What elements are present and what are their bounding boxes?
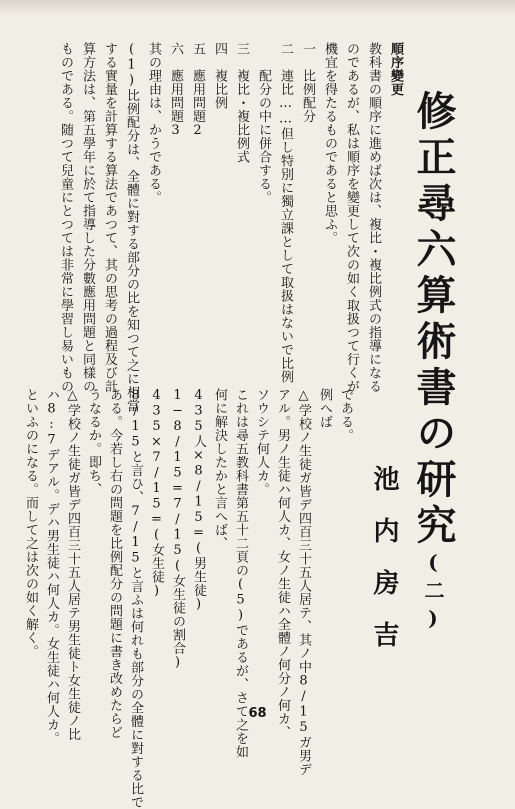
right-col-lines-line: する實量を計算する算法であつて、其の思考の過程及び計: [102, 42, 117, 393]
scan-edge: [0, 0, 515, 16]
left-col-lines-line: ハ8:7デアル。デハ男生徒ハ何人カ。女生徒ハ何人カ。: [44, 388, 59, 745]
right-col-lines-line: 其の理由は、かうである。: [146, 42, 161, 204]
article-title-text: 修正尋六算術書の研究: [410, 90, 457, 550]
left-col-lines-line: ソウシテ何人カ。: [254, 388, 269, 496]
left-col-lines-line: うなるか。即ち、: [86, 388, 101, 496]
left-col-lines-line: 1−8/15=7/15(女生徒の割合): [170, 388, 185, 671]
right-col-lines-line: 算方法は、第五學年に於て指導した分數應用問題と同樣の: [80, 42, 95, 393]
left-col-lines-line: 何に解決したかと言へば、: [212, 388, 227, 550]
right-col-lines-line: のであるが、私は順序を變更して次の如く取扱つて行くが: [344, 42, 359, 393]
left-col-lines-line: である。: [338, 388, 353, 442]
left-col-lines-line: アル。男ノ生徒ハ何人カ、女ノ生徒ハ全體ノ何分ノ何カ、: [275, 388, 290, 739]
right-col-lines-line: 四 複比例: [212, 42, 227, 110]
left-col-lines-line: ある。今若し右の問題を比例配分の問題に書き改めたらど: [107, 388, 122, 739]
right-col-lines-line: (1)比例配分は、全體に對する部分の比を知つて之に相當: [124, 42, 139, 413]
right-col-lines-line: 順序變更: [388, 42, 403, 96]
author-name: 池内房吉: [369, 465, 399, 673]
right-col-lines-line: 教科書の順序に進めば次は、複比・複比例式の指導になる: [366, 42, 381, 393]
left-col-lines-line: といふのになる。而して之は次の如く解く。: [23, 388, 38, 658]
left-col-lines-line: △学校ノ生徒ガ皆デ四百三十五人居テ、其ノ中8/15ガ男デ: [296, 388, 311, 776]
right-col-lines-line: 一 比例配分: [300, 42, 315, 123]
left-col-lines-line: 435×7/15=(女生徒): [149, 388, 164, 599]
left-col-lines-line: 8/15と言ひ、7/15と言ふは何れも部分の全體に對する比で: [128, 388, 143, 809]
article-title: [410, 90, 456, 636]
article-title-part: (二): [421, 550, 445, 636]
left-col-lines-line: 例へば: [317, 388, 332, 429]
right-col-lines-line: 三 複比・複比例式: [234, 42, 249, 164]
page-number: 68: [248, 706, 267, 721]
right-col-lines-line: 配分の中に併合する。: [256, 42, 271, 204]
right-col-lines-line: 六 應用問題3: [168, 42, 183, 139]
right-col-lines-line: ものである。随つて兒童にとつては非常に學習し易いもの: [58, 42, 73, 393]
left-col-lines-line: 435人×8/15=(男生徒): [191, 388, 206, 613]
right-col-lines-line: 五 應用問題2: [190, 42, 205, 139]
right-col-lines-line: 機宜を得たるものであると思ふ。: [322, 42, 337, 245]
right-col-lines-line: 二 連比……但し特別に獨立課として取扱はないで比例: [278, 42, 293, 384]
left-col-lines-line: △学校ノ生徒ガ皆デ四百三十五人居テ男生徒ト女生徒ノ比: [65, 388, 80, 741]
left-col-lines-line: これは尋五教科書第五十二頁の(5)であるが、さて之を如: [233, 388, 248, 759]
